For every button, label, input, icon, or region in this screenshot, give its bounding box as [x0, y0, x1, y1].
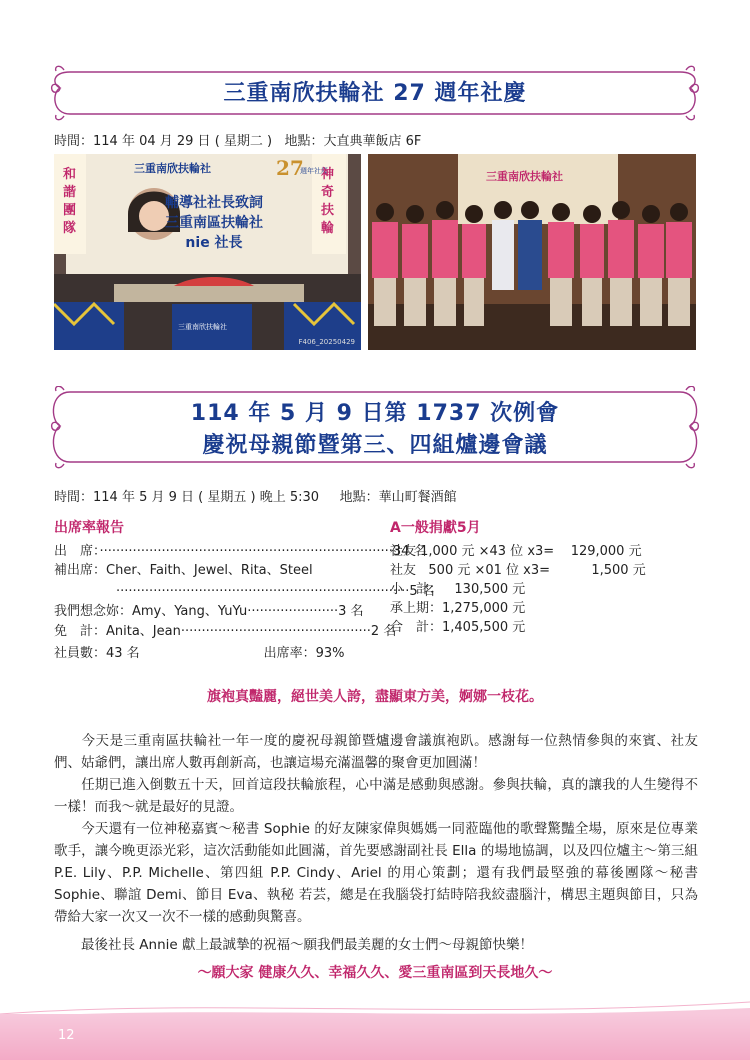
section1-title: 三重南欣扶輪社 27 週年社慶: [223, 81, 527, 106]
section2-info: 時間：114 年 5 月 9 日 ( 星期五 ) 晚上 5:30 地點：華山町餐酒館: [54, 490, 457, 505]
donation-row: 社友 1,000 元 ×43 位 x3= 129,000 元: [390, 544, 642, 559]
body-paragraph-text: 今天還有一位神秘嘉賓～秘書 Sophie 的好友陳家偉與媽媽一同蒞臨他的歌聲驚豔全場，原來是位專業歌手，讓今晚更添光彩，這次活動能如此圓滿，首先要感謝副社長 Ella 的場地協調，以及四位爐主～第三組 P.E. Lily、P.P. Michelle、第四組 P.P. Cindy、Ariel 的用心策劃；還有我們最堅強的幕後團隊～秘書 Sophie、聯誼 Demi、節目 Eva、執秘 若芸，總是在我腦袋打結時陪我絞盡腦汁，構思主題與節目，只為帶給大家一次又一次不一樣的感動與驚喜。: [54, 821, 698, 925]
body-paragraph: [54, 774, 698, 818]
attendance-row: ·······································································5 名: [116, 584, 435, 599]
photo1-anniversary: 27: [276, 156, 304, 180]
photo1-anniversary-sub: 週年社慶: [300, 167, 328, 175]
attendance-row: 出 席：·······································································34 名: [54, 544, 427, 559]
body-paragraph-text: 任期已進入倒數五十天，回首這段扶輪旅程，心中滿是感動與感謝。參與扶輪，真的讓我的人生變得不一樣！而我～就是最好的見證。: [54, 777, 698, 815]
section1-info: 時間：114 年 04 月 29 日 ( 星期二 ) 地點：大直典華飯店 6F: [54, 134, 422, 149]
page-number: 12: [58, 1028, 75, 1043]
donation-row: 社友 500 元 ×01 位 x3= 1,500 元: [390, 563, 646, 578]
event-photo-speech: [54, 154, 361, 350]
body-paragraph-text: 今天是三重南區扶輪社一年一度的慶祝母親節暨爐邊會議旗袍趴。感謝每一位熱情參與的來賓、社友們、姑爺們，讓出席人數再創新高，也讓這場充滿溫馨的聚會更加圓滿！: [54, 733, 698, 771]
attendance-heading: 出席率報告: [54, 520, 124, 536]
slogan: 旗袍真豔麗，絕世美人誇，盡顯東方美，婀娜一枝花。: [207, 689, 543, 705]
donation-row: 承上期：1,275,000 元: [390, 601, 526, 616]
donation-row: 合 計：1,405,500 元: [390, 620, 526, 635]
body-paragraph-text: 最後社長 Annie 獻上最誠摯的祝福～願我們最美麗的女士們～母親節快樂！: [81, 937, 533, 953]
footer-band: [0, 1014, 750, 1060]
photo1-side-left: 和諧團隊: [63, 167, 77, 236]
photo1-podium-text: 三重南欣扶輪社: [178, 323, 227, 331]
attendance-row: 社員數：43 名 出席率：93%: [54, 646, 345, 661]
body-paragraph: [54, 730, 698, 774]
section2-title-line1: 114 年 5 月 9 日第 1737 次例會: [190, 401, 560, 426]
photo2-banner-top: 三重南欣扶輪社: [486, 170, 563, 183]
photo1-stamp: F406_20250429: [298, 338, 355, 346]
body-paragraph: [54, 818, 698, 928]
attendance-row: 我們想念妳：Amy、Yang、YuYu······················3 名: [54, 604, 364, 619]
attendance-row: 免 計：Anita、Jean··············································2 名: [54, 624, 397, 639]
section2-title-line2: 慶祝母親節暨第三、四組爐邊會議: [202, 433, 548, 458]
section2-banner: [0, 386, 750, 470]
photo1-side-right: 神奇扶輪: [321, 167, 335, 236]
photo-backdrop-icon: [54, 154, 361, 350]
donation-row: 小 計： 130,500 元: [390, 582, 526, 597]
photo1-caption-line3: nie 社長: [185, 235, 243, 251]
photo1-banner-top: 三重南欣扶輪社: [134, 162, 211, 175]
donation-heading: A一般捐獻5月: [390, 520, 481, 536]
section1-banner: [0, 62, 750, 122]
body-paragraph: [54, 934, 698, 956]
photo1-caption-line1: 輔導社社長致詞: [165, 195, 263, 211]
closing-line: ～願大家 健康久久、幸福久久、愛三重南區到天長地久～: [197, 965, 553, 981]
photo1-caption-line2: 三重南區扶輪社: [165, 215, 263, 231]
event-photo-group: [368, 154, 696, 350]
attendance-row: 補出席：Cher、Faith、Jewel、Rita、Steel: [54, 563, 313, 578]
